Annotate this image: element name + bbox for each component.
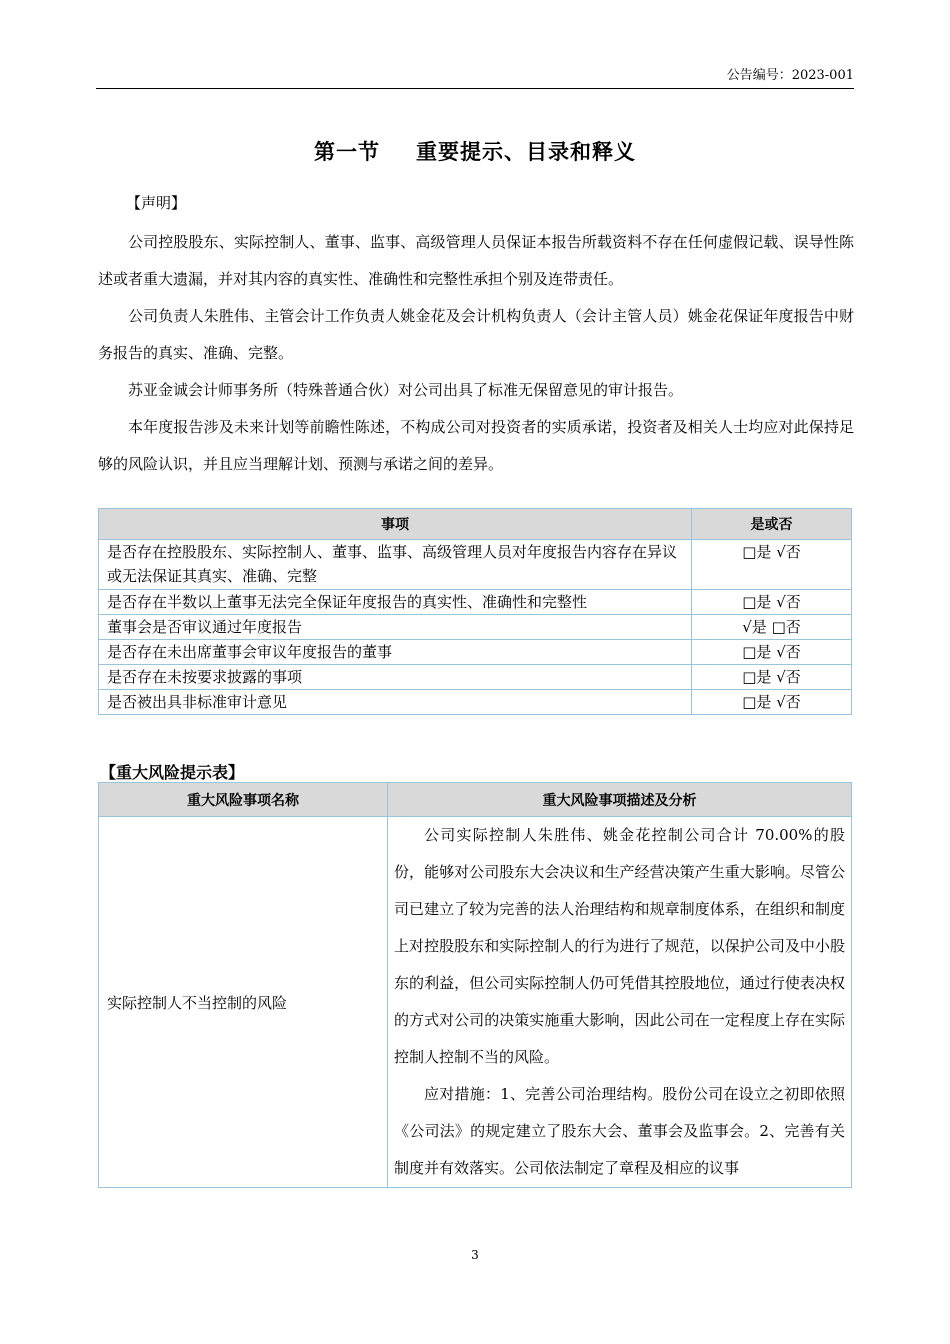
risk-table xyxy=(98,782,852,1188)
answer-cell: □是 √否 xyxy=(692,640,852,665)
table-row xyxy=(99,665,852,690)
table-row xyxy=(99,590,852,615)
page-number: 3 xyxy=(471,1248,479,1262)
matter-cell: 董事会是否审议通过年度报告 xyxy=(99,615,692,640)
column-header-yes-no: 是或否 xyxy=(692,509,852,540)
paragraph-guarantee: 公司控股股东、实际控制人、董事、监事、高级管理人员保证本报告所载资料不存在任何虚假记载、误导性陈述或者重大遗漏，并对其内容的真实性、准确性和完整性承担个别及连带责任。 xyxy=(98,233,854,288)
answer-cell: □是 √否 xyxy=(692,590,852,615)
column-header-matter: 事项 xyxy=(99,509,692,540)
column-header-risk-name: 重大风险事项名称 xyxy=(99,783,388,817)
table-row xyxy=(99,540,852,590)
paragraph-forward-looking: 本年度报告涉及未来计划等前瞻性陈述，不构成公司对投资者的实质承诺，投资者及相关人士均应对此保持足够的风险认识，并且应当理解计划、预测与承诺之间的差异。 xyxy=(98,418,854,473)
risk-description: 公司实际控制人朱胜伟、姚金花控制公司合计 70.00%的股份，能够对公司股东大会决议和生产经营决策产生重大影响。尽管公司已建立了较为完善的法人治理结构和规章制度体系，在组织和制度上对控股股东和实际控制人的行为进行了规范，以保护公司及中小股东的利益，但公司实际控制人仍可凭借其控股地位，通过行使表决权的方式对公司的决策实施重大影响，因此公司在一定程度上存在实际控制人控制不当的风险。 xyxy=(394,826,845,1066)
table-row xyxy=(99,690,852,715)
risk-name-cell: 实际控制人不当控制的风险 xyxy=(99,817,388,1188)
column-header-risk-desc: 重大风险事项描述及分析 xyxy=(388,783,852,817)
paragraph-responsible-persons: 公司负责人朱胜伟、主管会计工作负责人姚金花及会计机构负责人（会计主管人员）姚金花保证年度报告中财务报告的真实、准确、完整。 xyxy=(98,307,854,362)
table-row xyxy=(99,817,852,1188)
risk-table-heading: 【重大风险提示表】 xyxy=(100,763,245,782)
risk-description-cell xyxy=(388,817,852,1188)
declaration-label: 【声明】 xyxy=(126,194,187,212)
section-number: 第一节 xyxy=(314,140,380,164)
table-row xyxy=(99,615,852,640)
matter-cell: 是否存在控股股东、实际控制人、董事、监事、高级管理人员对年度报告内容存在异议或无法保证其真实、准确、完整 xyxy=(99,540,692,590)
matter-cell: 是否存在半数以上董事无法完全保证年度报告的真实性、准确性和完整性 xyxy=(99,590,692,615)
matter-cell: 是否存在未按要求披露的事项 xyxy=(99,665,692,690)
answer-cell: □是 √否 xyxy=(692,665,852,690)
table-row xyxy=(99,640,852,665)
answer-cell: □是 √否 xyxy=(692,540,852,590)
section-title xyxy=(0,136,950,166)
announcement-number: 公告编号：2023-001 xyxy=(96,66,854,89)
answer-cell: √是 □否 xyxy=(692,615,852,640)
risk-countermeasures: 应对措施：1、完善公司治理结构。股份公司在设立之初即依照《公司法》的规定建立了股东大会、董事会及监事会。2、完善有关制度并有效落实。公司依法制定了章程及相应的议事 xyxy=(394,1085,845,1177)
answer-cell: □是 √否 xyxy=(692,690,852,715)
matters-table xyxy=(98,508,852,715)
matter-cell: 是否存在未出席董事会审议年度报告的董事 xyxy=(99,640,692,665)
section-name: 重要提示、目录和释义 xyxy=(416,140,636,164)
matter-cell: 是否被出具非标准审计意见 xyxy=(99,690,692,715)
paragraph-auditor: 苏亚金诚会计师事务所（特殊普通合伙）对公司出具了标准无保留意见的审计报告。 xyxy=(128,381,684,399)
